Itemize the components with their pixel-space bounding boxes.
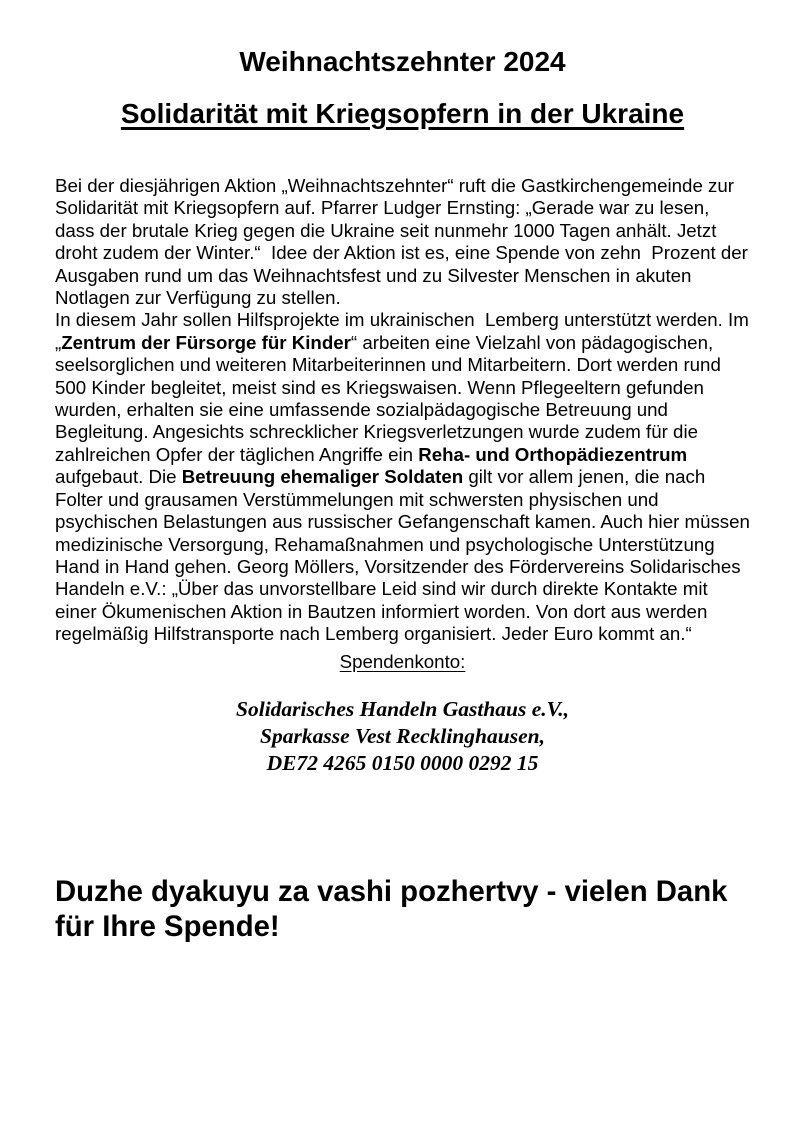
- donation-account-heading-text: Spendenkonto:: [339, 650, 466, 672]
- document-subtitle-text: Solidarität mit Kriegsopfern in der Ukraine: [120, 98, 685, 129]
- bank-institution-line: Sparkasse Vest Recklinghausen,: [260, 723, 545, 748]
- body-paragraph-intro: Bei der diesjährigen Aktion „Weihnachtszehnter“ ruft die Gastkirchengemeinde zur Solidarität mit Kriegsopfern auf. Pfarrer Ludger Ernsting: „Gerade war zu lesen, dass der brutale Krieg gegen die Ukraine seit nunmehr 1000 Tagen anhält. Jetzt droht zudem der Winter.“ Idee der Aktion ist es, eine Spende von zehn Prozent der Ausgaben rund um das Weihnachtsfest und zu Silvester Menschen in akuten Notlagen zur Verfügung zu stellen.: [55, 175, 753, 309]
- bank-iban-line: DE72 4265 0150 0000 0292 15: [266, 750, 539, 775]
- body-text: [55, 175, 756, 646]
- document-subtitle: [55, 97, 750, 130]
- body-paragraph-projects: In diesem Jahr sollen Hilfsprojekte im ukrainischen Lemberg unterstützt werden. Im „Zentrum der Fürsorge für Kinder“ arbeiten eine Vielzahl von pädagogischen, seelsorglichen und weiteren Mitarbeiterinnen und Mitarbeitern. Dort werden rund 500 Kinder begleitet, meist sind es Kriegswaisen. Wenn Pflegeeltern gefunden wurden, erhalten sie eine umfassende sozialpädagogische Betreuung und Begleitung. Angesichts schrecklicher Kriegsverletzungen wurde zudem für die zahlreichen Opfer der täglichen Angriffe ein Reha- und Orthopädiezentrum aufgebaut. Die Betreuung ehemaliger Soldaten gilt vor allem jenen, die nach Folter und grausamen Verstümmelungen mit schwersten physischen und psychischen Belastungen aus russischer Gefangenschaft kamen. Auch hier müssen medizinische Versorgung, Rehamaßnahmen und psychologische Unterstützung Hand in Hand gehen. Georg Möllers, Vorsitzender des Fördervereins Solidarisches Handeln e.V.: „Über das unvorstellbare Leid sind wir durch direkte Kontakte mit einer Ökumenischen Aktion in Bautzen informiert worden. Von dort aus werden regelmäßig Hilfstransporte nach Lemberg organisiert. Jeder Euro kommt an.“: [55, 309, 756, 645]
- donation-account-heading: [55, 651, 750, 673]
- document-title: Weihnachtszehnter 2024: [239, 46, 566, 77]
- thank-you-message: Duzhe dyakuyu za vashi pozhertvy - vielen Dank für Ihre Spende!: [55, 874, 728, 943]
- bank-details: [55, 696, 750, 777]
- bank-account-holder-line: Solidarisches Handeln Gasthaus e.V.,: [236, 696, 569, 721]
